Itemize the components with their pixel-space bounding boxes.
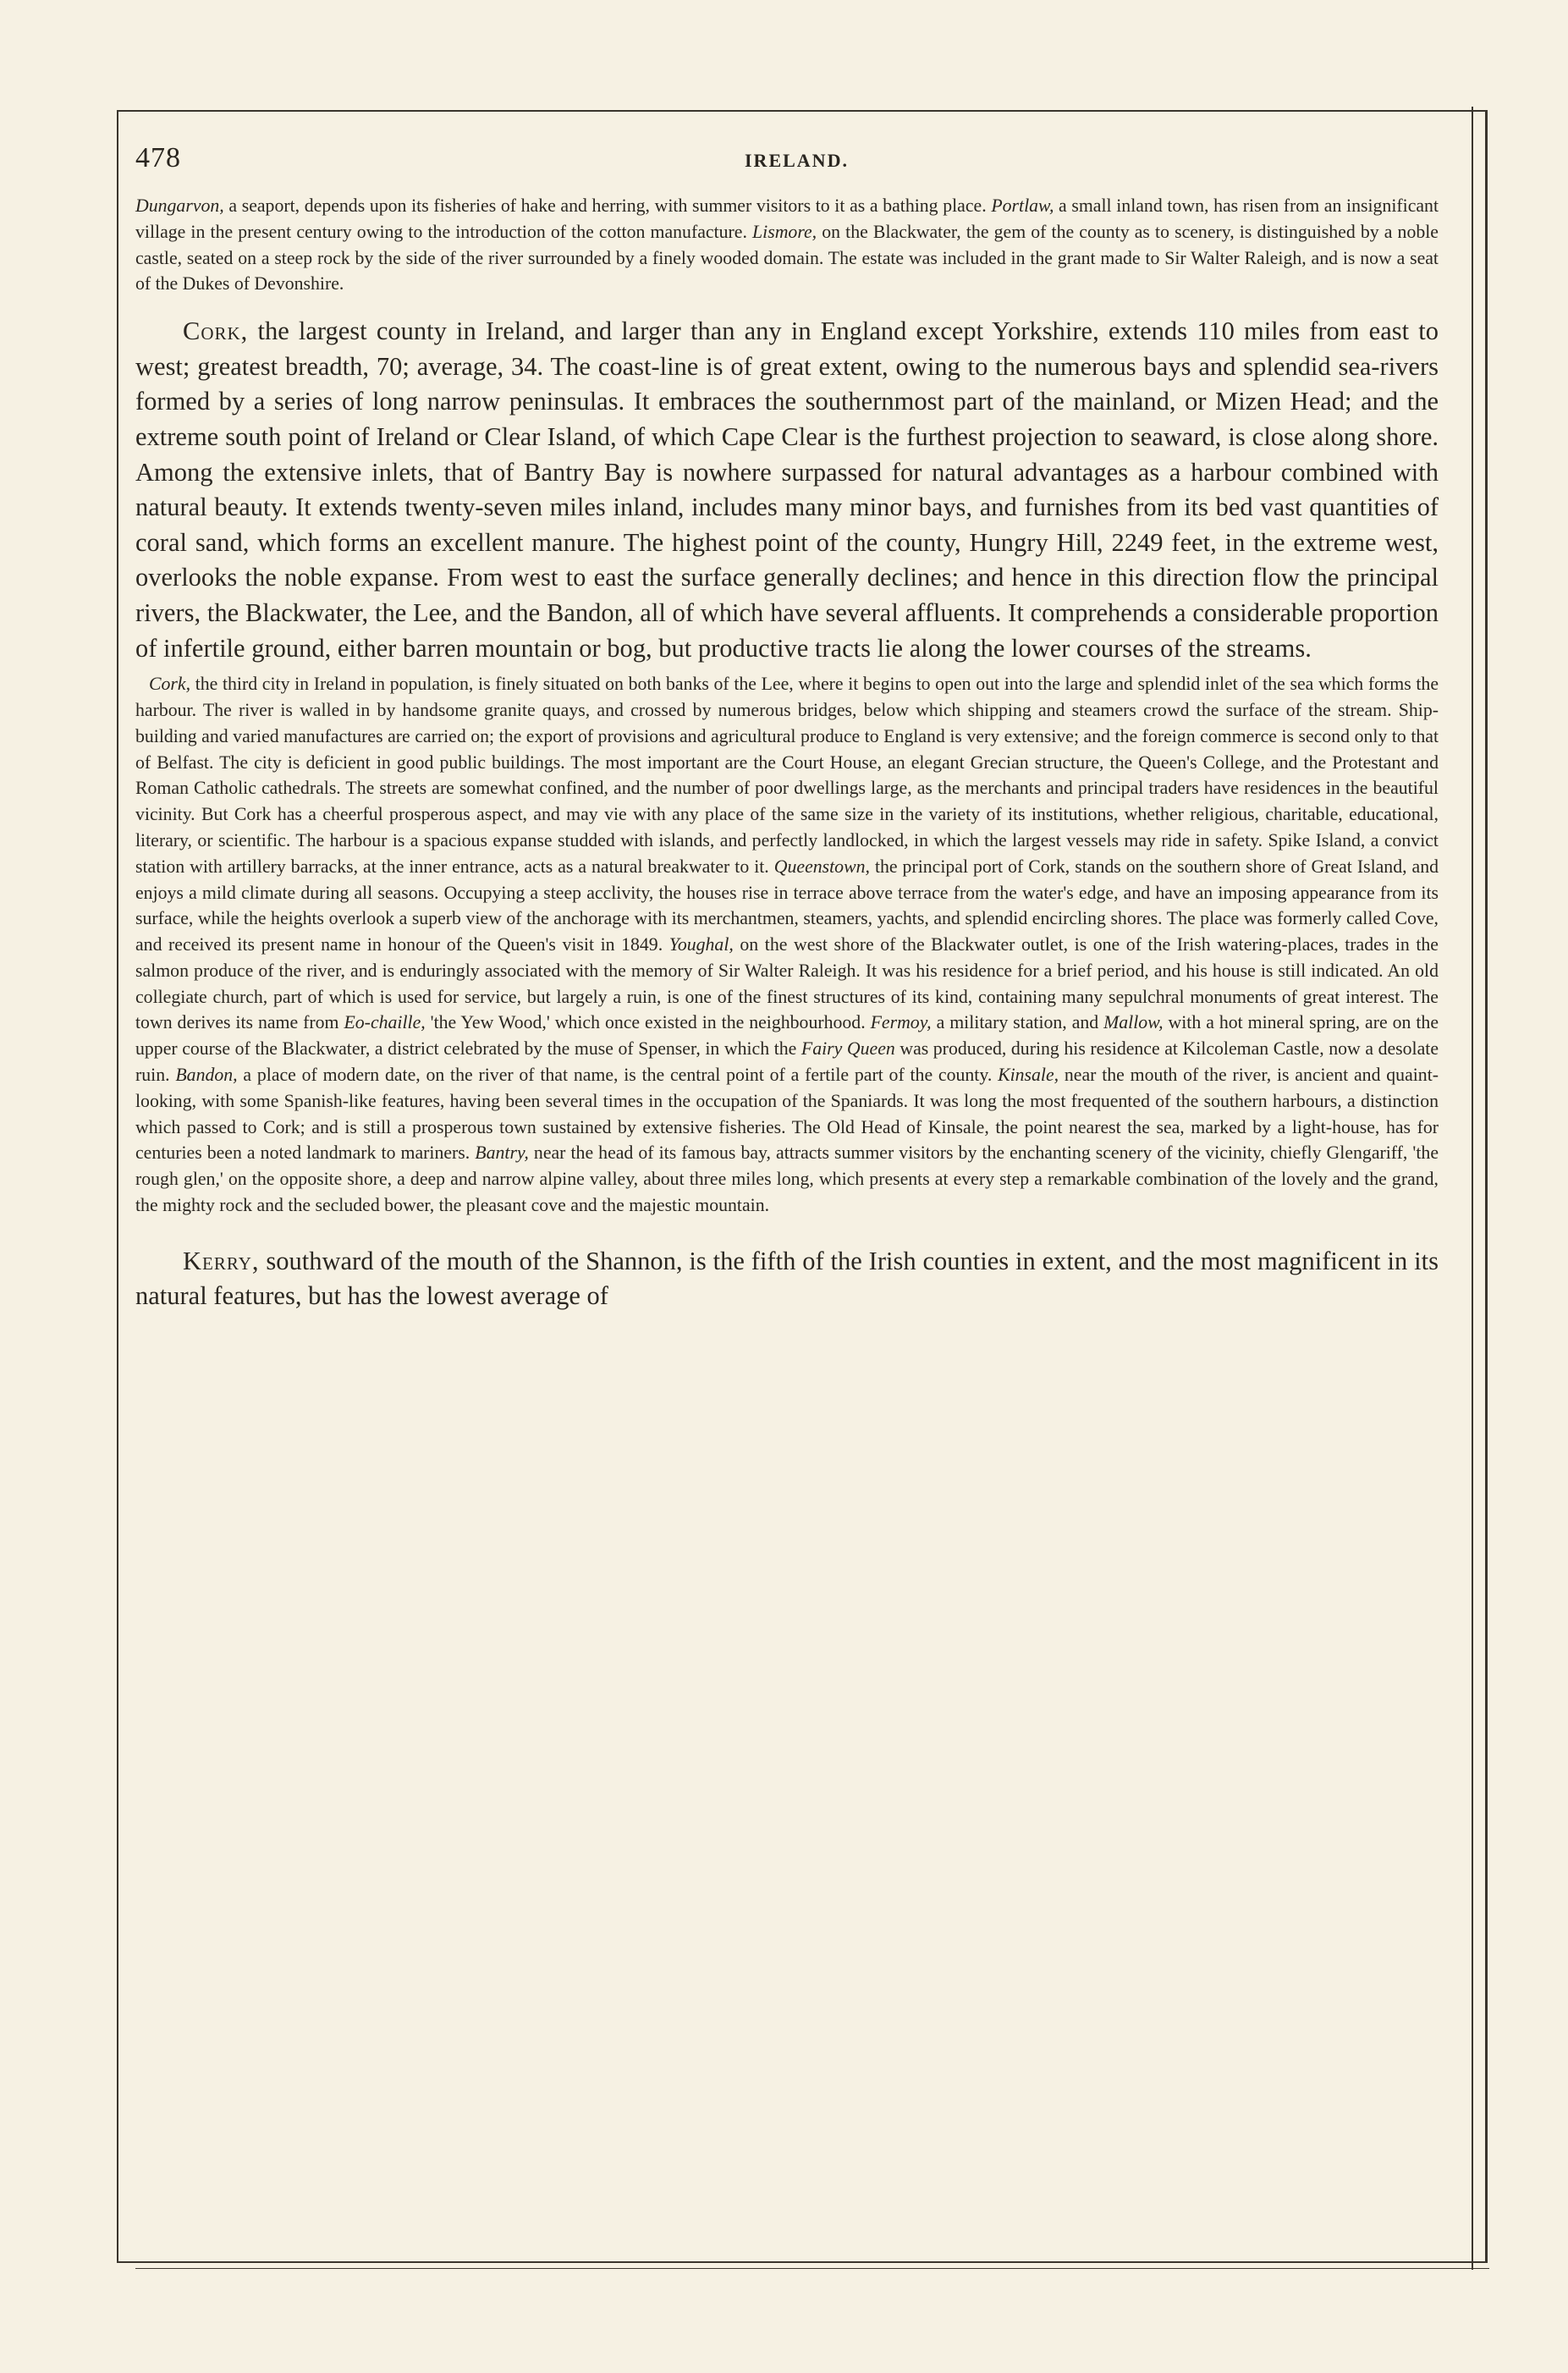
bottom-rule-inner — [135, 2268, 1489, 2269]
town-text: a seaport, depends upon its fisheries of hake and herring, with summer visitors to it as a bathing place. — [223, 195, 992, 216]
county-description: the largest county in Ireland, and larger than any in England except Yorkshire, extends 110 miles from east to west; greatest breadth, 70; average, 34. The coast-line is of great extent, owing to the numerous bays and splendid sea-rivers formed by a series of long narrow peninsulas. It embraces the southernmost part of the mainland, or Mizen Head; and the extreme south point of Ireland or Clear Island, of which Cape Clear is the furthest projection to seaward, is close along shore. Among the extensive inlets, that of Bantry Bay is nowhere surpassed for natural advantages as a harbour combined with natural beauty. It extends twenty-seven miles inland, includes many minor bays, and furnishes from its bed vast quantities of coral sand, which forms an excellent manure. The highest point of the county, Hungry Hill, 2249 feet, in the extreme west, overlooks the noble expanse. From west to east the surface generally declines; and hence in this direction flow the principal rivers, the Blackwater, the Lee, and the Bandon, all of which have several affluents. It comprehends a considerable proportion of infertile ground, either barren mountain or bog, but productive tracts lie along the lower courses of the streams. — [135, 317, 1439, 663]
county-description: southward of the mouth of the Shannon, is the fifth of the Irish counties in extent, and the most magnificent in its natural features, but has the lowest average of — [135, 1246, 1439, 1311]
county-name: Kerry, — [183, 1246, 260, 1275]
cork-towns-paragraph — [135, 671, 1439, 1219]
kerry-county-paragraph — [135, 1244, 1439, 1314]
town-text: the third city in Ireland in population, is finely situated on both banks of the Lee, where it begins to open out into the large and splendid inlet of the sea which forms the harbour. The river is walled in by handsome granite quays, and crossed by numerous bridges, below which shipping and steamers crowd the surface of the stream. Ship-building and varied manufactures are carried on; the export of provisions and agricultural produce to England is very extensive; and the foreign commerce is second only to that of Belfast. The city is deficient in good public buildings. The most important are the Court House, an elegant Grecian structure, the Queen's College, and the Protestant and Roman Catholic cathedrals. The streets are somewhat confined, and the number of poor dwellings large, as the merchants and principal traders have residences in the beautiful vicinity. But Cork has a cheerful prosperous aspect, and may vie with any place of the same size in the variety of its institutions, whether religious, charitable, educational, literary, or scientific. The harbour is a spacious expanse studded with islands, and perfectly landlocked, in which the largest vessels may ride in safety. Spike Island, a convict station with artillery barracks, at the inner entrance, acts as a natural breakwater to it. — [135, 674, 1439, 877]
town-text: on the west shore of the Blackwater outlet, is one of the Irish watering-places, trades in the salmon produce of the river, and is enduringly associated with the memory of Sir Walter Raleigh. It was his residence for a brief period, and his house is still indicated. An old collegiate church, part of which is used for service, but largely a ruin, is one of the finest structures of its kind, containing many sepulchral monuments of great interest. The town derives its name from — [135, 934, 1439, 1033]
irish-word: Eo-chaille, — [344, 1012, 426, 1033]
town-text: a place of modern date, on the river of that name, is the central point of a fertile part of the county. — [237, 1065, 999, 1086]
work-title: Fairy Queen — [801, 1038, 895, 1060]
page-content — [135, 142, 1439, 1314]
running-head: IRELAND. — [745, 150, 849, 171]
town-text: was produced, during his residence at Kilcoleman Castle, now a desolate ruin. — [135, 1038, 1439, 1086]
town-text: a military station, and — [931, 1012, 1104, 1033]
frame-rule — [1472, 107, 1473, 2270]
town-text: the principal port of Cork, stands on the southern shore of Great Island, and enjoys a mild climate during all seasons. Occupying a steep acclivity, the houses rise in terrace above terrace from the water's edge, and have an imposing appearance from its surface, while the heights overlook a superb view of the anchorage with its merchantmen, steamers, yachts, and splendid encircling shores. The place was formerly called Cove, and received its present name in honour of the Queen's visit in 1849. — [135, 856, 1439, 955]
bottom-rule — [117, 2261, 1488, 2263]
town-name: Lismore, — [752, 221, 817, 242]
cork-county-paragraph — [135, 314, 1439, 666]
town-name: Youghal, — [668, 934, 734, 955]
town-name: Dungarvon, — [135, 195, 224, 216]
town-name: Kinsale, — [998, 1065, 1059, 1086]
page-header — [135, 142, 1439, 181]
town-name: Queenstown, — [773, 856, 870, 877]
town-text: near the head of its famous bay, attracts summer visitors by the enchanting scenery of the vicinity, chiefly Glengariff, 'the rough glen,' on the opposite shore, a deep and narrow alpine valley, about three miles long, which presents at every step a remarkable combination of the lovely and the grand, the mighty rock and the secluded bower, the pleasant cove and the majestic mountain. — [135, 1142, 1439, 1216]
town-text: near the mouth of the river, is ancient and quaint-looking, with some Spanish-like features, having been several times in the occupation of the Spaniards. It was long the most frequented of the southern harbours, a distinction which passed to Cork; and is still a prosperous town sustained by extensive fisheries. The Old Head of Kinsale, the point nearest the sea, marked by a light-house, has for centuries been a noted landmark to mariners. — [135, 1065, 1439, 1164]
town-name: Cork, — [149, 674, 191, 695]
county-name: Cork, — [183, 317, 249, 346]
town-name: Mallow, — [1103, 1012, 1164, 1033]
town-text: 'the Yew Wood,' which once existed in the neighbourhood. — [425, 1012, 871, 1033]
town-name: Fermoy, — [870, 1012, 932, 1033]
town-text: a small inland town, has risen from an insignificant village in the present century owing to the introduction of the cotton manufacture. — [135, 195, 1439, 242]
page-number: 478 — [135, 142, 181, 173]
town-name: Bandon, — [175, 1065, 238, 1086]
town-name: Bantry, — [475, 1142, 529, 1164]
waterford-towns-paragraph — [135, 193, 1439, 297]
town-text: on the Blackwater, the gem of the county as to scenery, is distinguished by a noble castle, seated on a steep rock by the side of the river surrounded by a finely wooded domain. The estate was included in the grant made to Sir Walter Raleigh, and is now a seat of the Dukes of Devonshire. — [135, 221, 1439, 295]
town-text: with a hot mineral spring, are on the upper course of the Blackwater, a district celebrated by the muse of Spenser, in which the — [135, 1012, 1439, 1060]
town-name: Portlaw, — [991, 195, 1054, 216]
